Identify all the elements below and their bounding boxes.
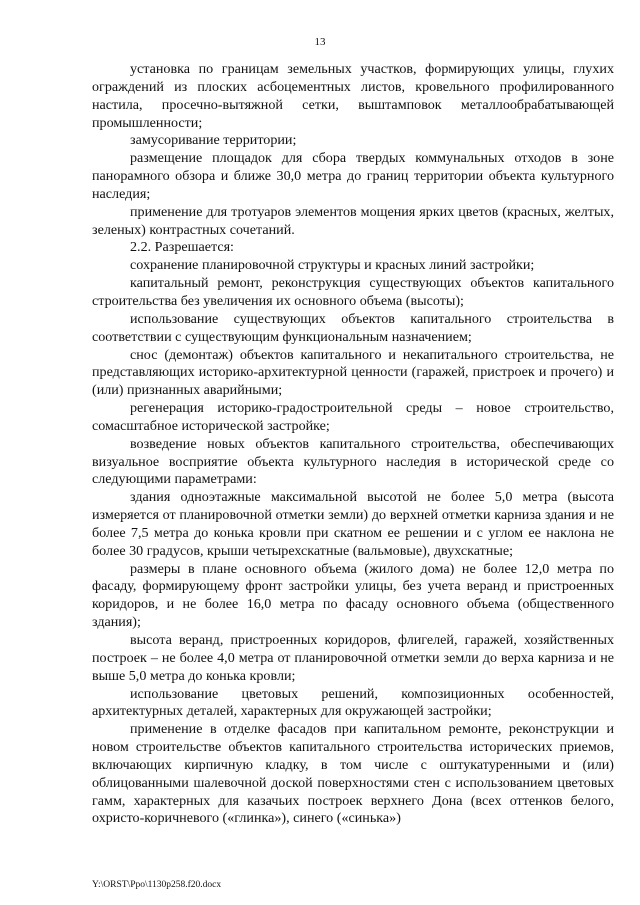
paragraph: замусоривание территории;: [130, 132, 297, 149]
paragraph: размещение площадок для сбора твердых коммунальных отходов в зоне панорамного обзора и ближе 30,0 метра до границ территории объекта культурного наследия;: [92, 150, 614, 202]
paragraph: снос (демонтаж) объектов капитального и некапитального строительства, не представляющих историко-архитектурной ценности (гаражей, пристроек и прочего) и (или) признанных аварийными;: [92, 346, 614, 399]
paragraph: сохранение планировочной структуры и красных линий застройки;: [130, 257, 535, 274]
footer-file-path: Y:\ORST\Ppo\1130p258.f20.docx: [92, 880, 222, 890]
paragraph: капитальный ремонт, реконструкция существующих объектов капитального строительства без увеличения их основного объема (высоты);: [92, 275, 614, 309]
paragraph: размеры в плане основного объема (жилого дома) не более 12,0 метра по фасаду, формирующему фронт застройки улицы, без учета веранд и пристроенных коридоров, и не более 16,0 метра по фасаду основного объема (общественного здания);: [92, 560, 614, 631]
paragraph: применение для тротуаров элементов мощения ярких цветов (красных, желтых, зеленых) контрастных сочетаний.: [92, 203, 614, 238]
paragraph: возведение новых объектов капитального строительства, обеспечивающих визуальное восприятие объекта культурного наследия в исторической среде со следующими параметрами:: [92, 435, 614, 488]
paragraph: здания одноэтажные максимальной высотой не более 5,0 метра (высота измеряется от планировочной отметки земли) до верхней отметки карниза здания и не более 7,5 метра до конька кровли при скатном ее решении и с углом ее наклона не более 30 градусов, крыши четырехскатные (вальмовые), двухскатные;: [92, 489, 614, 559]
document-body: [92, 61, 614, 828]
page-number: 13: [314, 36, 326, 48]
section-heading: 2.2. Разрешается:: [130, 239, 234, 256]
paragraph: высота веранд, пристроенных коридоров, флигелей, гаражей, хозяйственных построек – не более 4,0 метра от планировочной отметки земли до верха карниза и не выше 5,0 метра до конька кровли;: [92, 632, 614, 684]
paragraph: использование цветовых решений, композиционных особенностей, архитектурных деталей, характерных для окружающей застройки;: [92, 685, 614, 720]
paragraph: использование существующих объектов капитального строительства в соответствии с существующим функциональным назначением;: [92, 310, 614, 345]
paragraph: установка по границам земельных участков, формирующих улицы, глухих ограждений из плоских асбоцементных листов, кровельного профилированного настила, просечно-вытяжной сетки, выштамповок металлообрабатывающей промышленности;: [92, 61, 614, 131]
paragraph: регенерация историко-градостроительной среды – новое строительство, сомасштабное исторической застройке;: [92, 400, 614, 434]
paragraph: применение в отделке фасадов при капитальном ремонте, реконструкции и новом строительстве объектов капитального строительства исторических приемов, включающих кирпичную кладку, в том числе с оштукатуренными и (или) облицованными шалевочной доской поверхностями стен с использованием цветовых гамм, характерных для казачьих построек верхнего Дона (всех оттенков белого, охристо-коричневого («глинка»), синего («синька»): [92, 721, 614, 827]
